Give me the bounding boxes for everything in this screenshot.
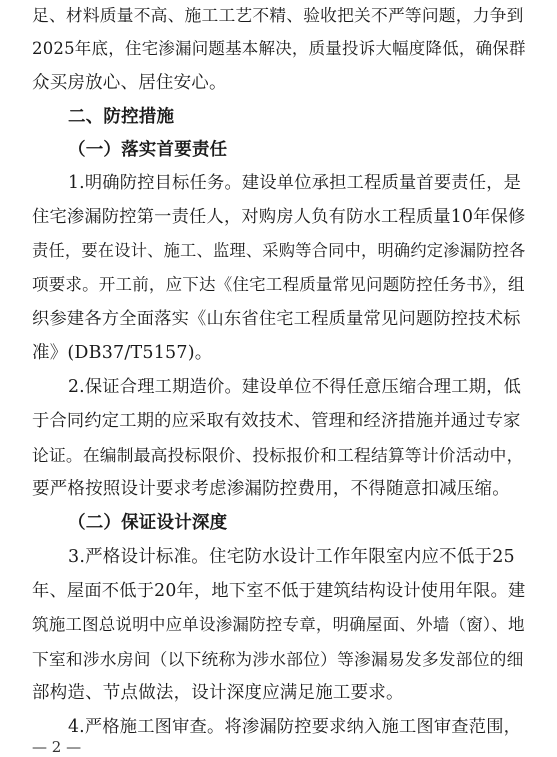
body-text-line: 要严格按照设计要求考虑渗漏防控费用，不得随意扣减压缩。 <box>32 479 510 499</box>
body-text-line: 论证。在编制最高投标限价、投标报价和工程结算等计价活动中， <box>32 445 524 465</box>
body-text-line: 项要求。开工前，应下达《住宅工程质量常见问题防控任务书》，组 <box>32 275 525 294</box>
body-text-line: 责任，要在设计、施工、监理、采购等合同中，明确约定渗漏防控各 <box>32 241 526 260</box>
body-text-line: 筑施工图总说明中应单设渗漏防控专章，明确屋面、外墙（窗）、地 <box>32 615 525 634</box>
body-text-line: 准》(DB37/T5157)。 <box>32 343 213 363</box>
body-text-line: 众买房放心、居住安心。 <box>32 73 227 93</box>
body-text-line: 2.保证合理工期造价。建设单位不得任意压缩合理工期，低 <box>68 377 522 397</box>
body-text-line: 织参建各方全面落实《山东省住宅工程质量常见问题防控技术标 <box>32 309 521 329</box>
body-text-line: 于合同约定工期的应采取有效技术、管理和经济措施并通过专家 <box>32 411 521 431</box>
body-text-line: 住宅渗漏防控第一责任人，对购房人负有防水工程质量10年保修 <box>32 207 526 227</box>
body-text-line: 2025年底，住宅渗漏问题基本解决，质量投诉大幅度降低，确保群 <box>32 39 526 58</box>
body-text-line: 4.严格施工图审查。将渗漏防控要求纳入施工图审查范围， <box>68 717 522 737</box>
body-text-line: 3.严格设计标准。住宅防水设计工作年限室内应不低于25 <box>68 547 515 567</box>
body-text-line: 年、屋面不低于20年，地下室不低于建筑结构设计使用年限。建 <box>32 581 526 601</box>
body-text-line: 部构造、节点做法，设计深度应满足施工要求。 <box>32 683 404 703</box>
section-heading: 二、防控措施 <box>68 107 175 127</box>
subsection-heading: （二）保证设计深度 <box>68 513 228 533</box>
body-text-line: 足、材料质量不高、施工工艺不精、验收把关不严等问题，力争到 <box>32 5 524 25</box>
subsection-heading: （一）落实首要责任 <box>68 140 228 160</box>
body-text-line: 下室和涉水房间（以下统称为涉水部位）等渗漏易发多发部位的细 <box>32 649 524 669</box>
body-text-line: 1.明确防控目标任务。建设单位承担工程质量首要责任，是 <box>68 173 522 193</box>
page-number: — 2 — <box>32 738 82 756</box>
